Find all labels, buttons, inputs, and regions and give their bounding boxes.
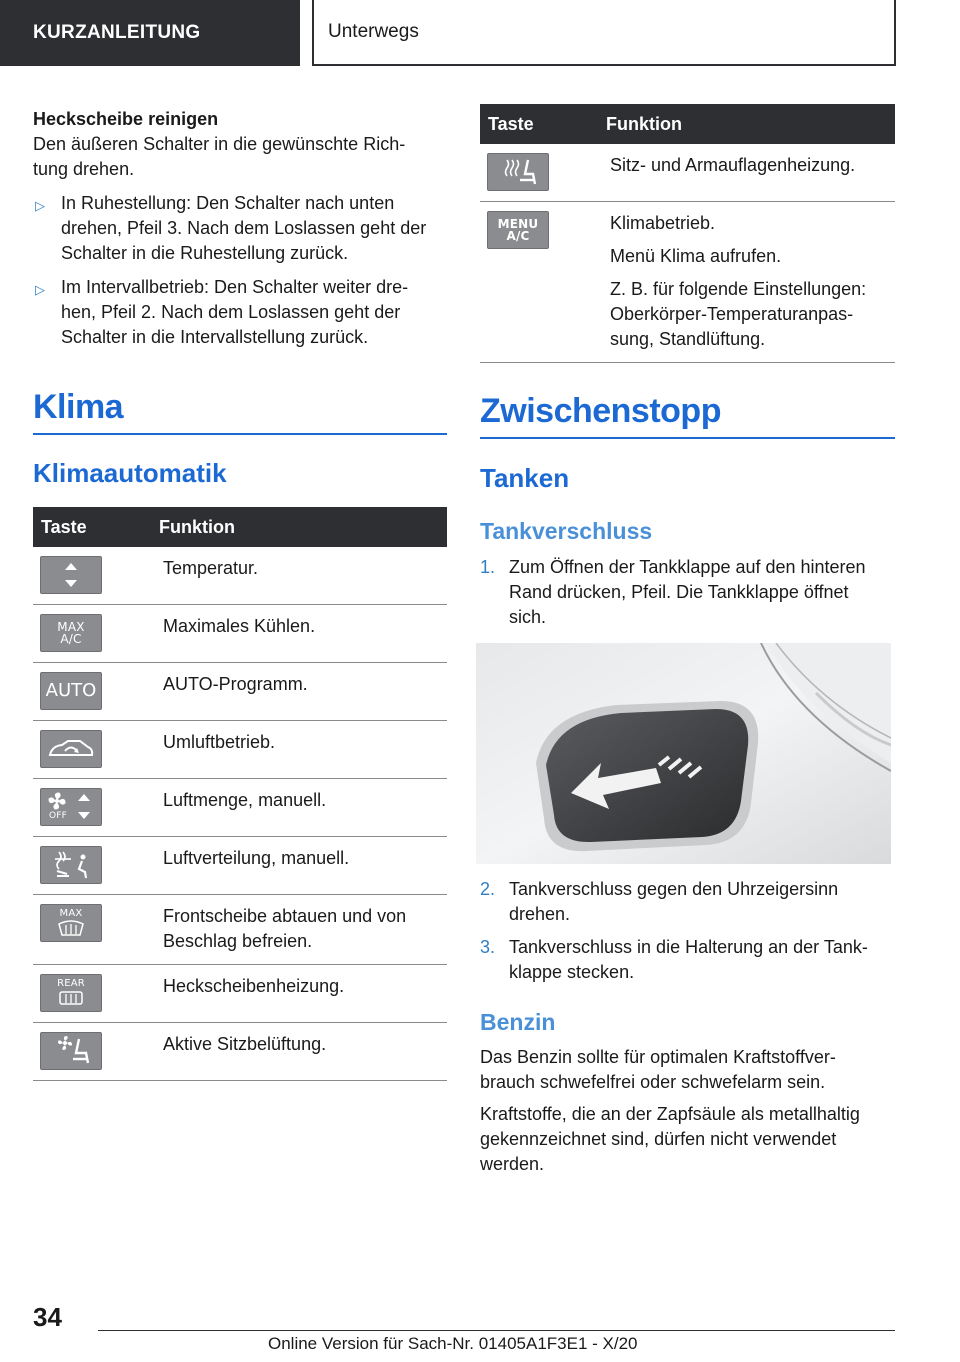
klima-heading: Klima (33, 388, 447, 435)
rear-wash-intro: Den äußeren Schalter in die gewünschte Rich- tung drehen. (33, 134, 406, 179)
bullet-triangle-icon: ▷ (35, 282, 45, 297)
auto-icon: AUTO (40, 672, 102, 710)
column-header-function: Funktion (604, 104, 895, 144)
function-text: Klimabetrieb. (610, 213, 716, 233)
function-text: Maximales Kühlen. (163, 616, 316, 636)
table-row (33, 605, 447, 663)
table-header-row (33, 507, 447, 547)
function-text: Luftmenge, manuell. (163, 790, 327, 810)
air-distribution-icon (40, 846, 102, 884)
table-header-row (480, 104, 895, 144)
max-defrost-icon: MAX (40, 904, 102, 942)
page-header (0, 0, 960, 66)
table-row (480, 202, 895, 363)
function-text: Temperatur. (163, 558, 259, 578)
function-text: Umluftbetrieb. (163, 732, 276, 752)
tankverschluss-heading: Tankverschluss (480, 518, 653, 544)
menu-ac-icon: MENU A/C (487, 211, 549, 249)
seat-ventilation-icon (40, 1032, 102, 1070)
step-number: 1. (480, 557, 496, 577)
step-2: 2. Tankverschluss gegen den Uhrzeigersinn drehen. (480, 879, 839, 924)
table-row (33, 779, 447, 837)
zwischenstopp-heading: Zwischenstopp (480, 392, 895, 439)
column-header-function: Funktion (157, 507, 447, 547)
header-chapter-label: Unterwegs (312, 0, 896, 66)
table-row (33, 965, 447, 1023)
table-row (33, 547, 447, 605)
max-ac-icon: MAX A/C (40, 614, 102, 652)
function-text: Luftverteilung, manuell. (163, 848, 350, 868)
function-text: Aktive Sitzbelüftung. (163, 1034, 327, 1054)
table-row (33, 663, 447, 721)
function-text: Frontscheibe abtauen und von (163, 906, 407, 926)
column-header-key: Taste (480, 104, 604, 144)
tanken-heading: Tanken (480, 463, 570, 493)
step-1: 1. Zum Öffnen der Tankklappe auf den hinteren Rand drücken, Pfeil. Die Tankklappe öffnet sich. (480, 557, 866, 627)
table-row (33, 837, 447, 895)
rear-wash-bullet-interval: ▷ Im Intervallbetrieb: Den Schalter weiter dre- hen, Pfeil 2. Nach dem Loslassen geht der Schalter in die Intervallstellung zurück. (35, 277, 409, 347)
klimaautomatik-heading: Klimaautomatik (33, 458, 227, 488)
function-text: AUTO-Programm. (163, 674, 308, 694)
right-key-table (480, 104, 895, 363)
step-number: 2. (480, 879, 496, 899)
step-3: 3. Tankverschluss in die Halterung an der Tank- klappe stecken. (480, 937, 868, 982)
function-text: Beschlag befreien. (163, 931, 313, 951)
fuel-flap-image (476, 643, 891, 864)
table-row (33, 721, 447, 779)
footer-divider (98, 1330, 895, 1331)
table-row (480, 144, 895, 202)
recirculation-icon (40, 730, 102, 768)
benzin-heading: Benzin (480, 1009, 556, 1035)
column-header-key: Taste (33, 507, 157, 547)
header-section-label: KURZANLEITUNG (0, 0, 300, 66)
rear-wash-section (33, 107, 447, 350)
temperature-up-down-icon (40, 556, 102, 594)
fan-off-icon: OFF (40, 788, 102, 826)
rear-wash-title: Heckscheibe reinigen (33, 109, 219, 129)
step-number: 3. (480, 937, 496, 957)
footer-text: Online Version für Sach-Nr. 01405A1F3E1 - X/20 (268, 1334, 638, 1353)
benzin-paragraph-2: Kraftstoffe, die an der Zapfsäule als metallhaltig gekennzeichnet sind, dürfen nicht verwendet werden. (480, 1104, 860, 1174)
seat-heating-icon (487, 153, 549, 191)
rear-wash-bullet-rest: ▷ In Ruhestellung: Den Schalter nach unten drehen, Pfeil 3. Nach dem Loslassen geht der Schalter in die Ruhestellung zurück. (35, 193, 427, 263)
table-row (33, 895, 447, 965)
rear-defrost-icon: REAR (40, 974, 102, 1012)
function-text: Sitz- und Armauflagenheizung. (610, 155, 856, 175)
benzin-paragraph-1: Das Benzin sollte für optimalen Kraftstoffver- brauch schwefelfrei oder schwefelarm sein. (480, 1047, 836, 1092)
klima-key-table (33, 507, 447, 1081)
function-text: Heckscheibenheizung. (163, 976, 345, 996)
bullet-triangle-icon: ▷ (35, 198, 45, 213)
page-number: 34 (33, 1302, 62, 1332)
table-row (33, 1023, 447, 1081)
function-text: Menü Klima aufrufen. (610, 246, 782, 266)
function-text: Z. B. für folgende Einstellungen: Oberkörper-Temperaturanpas- sung, Standlüftung. (610, 279, 867, 349)
